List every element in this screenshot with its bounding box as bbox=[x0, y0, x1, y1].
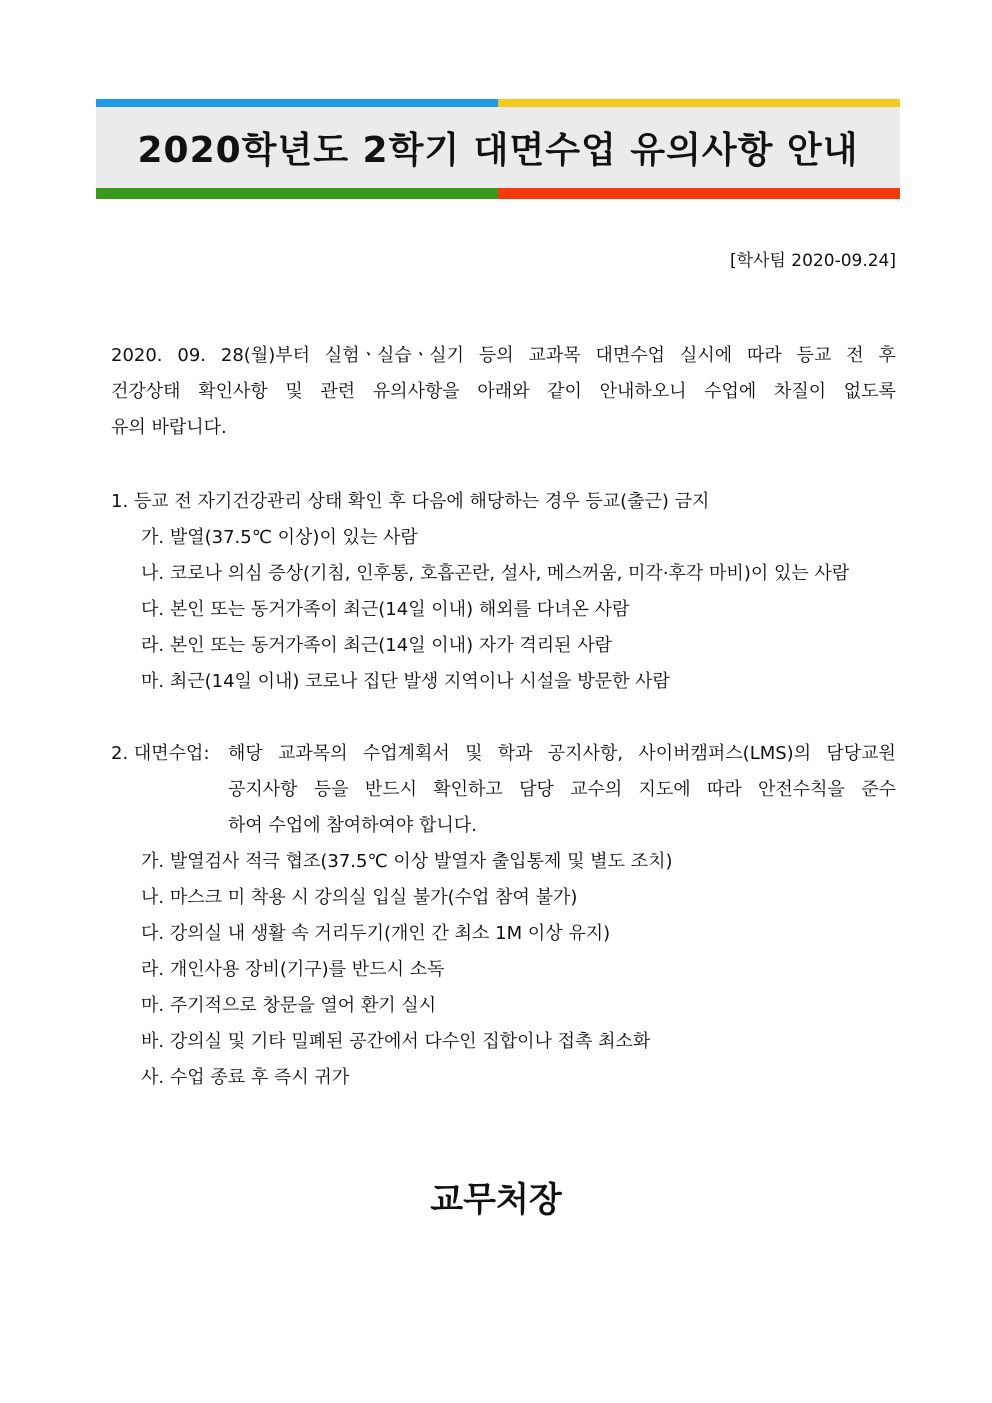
title-bar-top-left bbox=[96, 99, 498, 107]
word: 28(월)부터 bbox=[220, 345, 311, 366]
section1-heading: 1. 등교 전 자기건강관리 상태 확인 후 다음에 해당하는 경우 등교(출근) 금지 bbox=[111, 491, 710, 512]
word: 등교 bbox=[796, 345, 832, 366]
word: 교과목의 bbox=[278, 743, 348, 764]
title-bar-top-right bbox=[498, 99, 900, 107]
section1-item: 다. 본인 또는 동거가족이 최근(14일 이내) 해외를 다녀온 사람 bbox=[141, 599, 630, 620]
word: 확인하고 bbox=[433, 779, 503, 800]
word: 및 bbox=[285, 381, 303, 402]
section2-item: 라. 개인사용 장비(기구)를 반드시 소독 bbox=[141, 959, 445, 980]
word: 사이버캠퍼스(LMS)의 bbox=[638, 743, 812, 764]
section2-label: 2. 대면수업: bbox=[111, 743, 210, 764]
word: 09. bbox=[177, 345, 207, 366]
word: 따라 bbox=[746, 345, 782, 366]
word: 유의사항을 bbox=[372, 381, 460, 402]
word: 공지사항 bbox=[228, 779, 298, 800]
word: 학과 bbox=[497, 743, 533, 764]
page-title: 2020학년도 2학기 대면수업 유의사항 안내 bbox=[137, 130, 859, 171]
word: 전 bbox=[846, 345, 864, 366]
word: 반드시 bbox=[364, 779, 418, 800]
section1-item: 마. 최근(14일 이내) 코로나 집단 발생 지역이나 시설을 방문한 사람 bbox=[141, 671, 670, 692]
word: 관련 bbox=[320, 381, 356, 402]
word: 공지사항, bbox=[547, 743, 624, 764]
title-background bbox=[96, 107, 900, 188]
word: 건강상태 bbox=[111, 381, 181, 402]
signature: 교무처장 bbox=[430, 1180, 562, 1220]
word: 및 bbox=[465, 743, 483, 764]
word: 지도에 bbox=[638, 779, 691, 800]
word: 교과목 bbox=[528, 345, 581, 366]
section2-item: 사. 수업 종료 후 즉시 귀가 bbox=[141, 1067, 350, 1088]
word: 후 bbox=[878, 345, 896, 366]
title-bar-bottom-left bbox=[96, 188, 498, 199]
word: 수업계획서 bbox=[362, 743, 450, 764]
section2-line-1 bbox=[228, 739, 896, 765]
intro-line-3: 유의 바랍니다. bbox=[111, 417, 227, 438]
section2-line-3: 하여 수업에 참여하여야 합니다. bbox=[228, 815, 477, 836]
section2-item: 다. 강의실 내 생활 속 거리두기(개인 간 최소 1M 이상 유지) bbox=[141, 923, 611, 944]
word: 교수의 bbox=[570, 779, 623, 800]
word: 준수 bbox=[861, 779, 896, 800]
word: 안내하오니 bbox=[599, 381, 687, 402]
word: 2020. bbox=[111, 345, 163, 366]
word: 담당교원 bbox=[826, 743, 896, 764]
title-bar-bottom-right bbox=[498, 188, 900, 199]
section1-item: 가. 발열(37.5℃ 이상)이 있는 사람 bbox=[141, 527, 418, 548]
section1-item: 나. 코로나 의심 증상(기침, 인후통, 호흡곤란, 설사, 메스꺼움, 미각·후각 마비)이 있는 사람 bbox=[141, 563, 850, 584]
word: 아래와 bbox=[477, 381, 530, 402]
word: 안전수칙을 bbox=[757, 779, 845, 800]
word: 수업에 bbox=[704, 381, 757, 402]
word: 담당 bbox=[519, 779, 554, 800]
word: 같이 bbox=[547, 381, 582, 402]
section2-item: 바. 강의실 및 기타 밀폐된 공간에서 다수인 집합이나 접촉 최소화 bbox=[141, 1031, 651, 1052]
word: 등을 bbox=[313, 779, 349, 800]
word: 없도록 bbox=[843, 381, 896, 402]
issue-date: [학사팀 2020-09.24] bbox=[730, 251, 896, 271]
section2-line-2 bbox=[228, 775, 896, 801]
word: 확인사항 bbox=[198, 381, 268, 402]
title-banner bbox=[96, 99, 900, 199]
word: 실험ㆍ실습ㆍ실기 bbox=[324, 345, 464, 366]
intro-line-2 bbox=[111, 374, 896, 410]
word: 실시에 bbox=[679, 345, 733, 366]
intro-paragraph bbox=[111, 338, 896, 446]
section2-item: 가. 발열검사 적극 협조(37.5℃ 이상 발열자 출입통제 및 별도 조치) bbox=[141, 851, 673, 872]
word: 등의 bbox=[478, 345, 514, 366]
intro-line-1 bbox=[111, 338, 896, 374]
word: 대면수업 bbox=[595, 345, 666, 366]
section2-item: 마. 주기적으로 창문을 열어 환기 실시 bbox=[141, 995, 437, 1016]
section1-item: 라. 본인 또는 동거가족이 최근(14일 이내) 자가 격리된 사람 bbox=[141, 635, 612, 656]
section2-item: 나. 마스크 미 착용 시 강의실 입실 불가(수업 참여 불가) bbox=[141, 887, 578, 908]
word: 해당 bbox=[228, 743, 263, 764]
word: 차질이 bbox=[773, 381, 827, 402]
word: 따라 bbox=[706, 779, 742, 800]
